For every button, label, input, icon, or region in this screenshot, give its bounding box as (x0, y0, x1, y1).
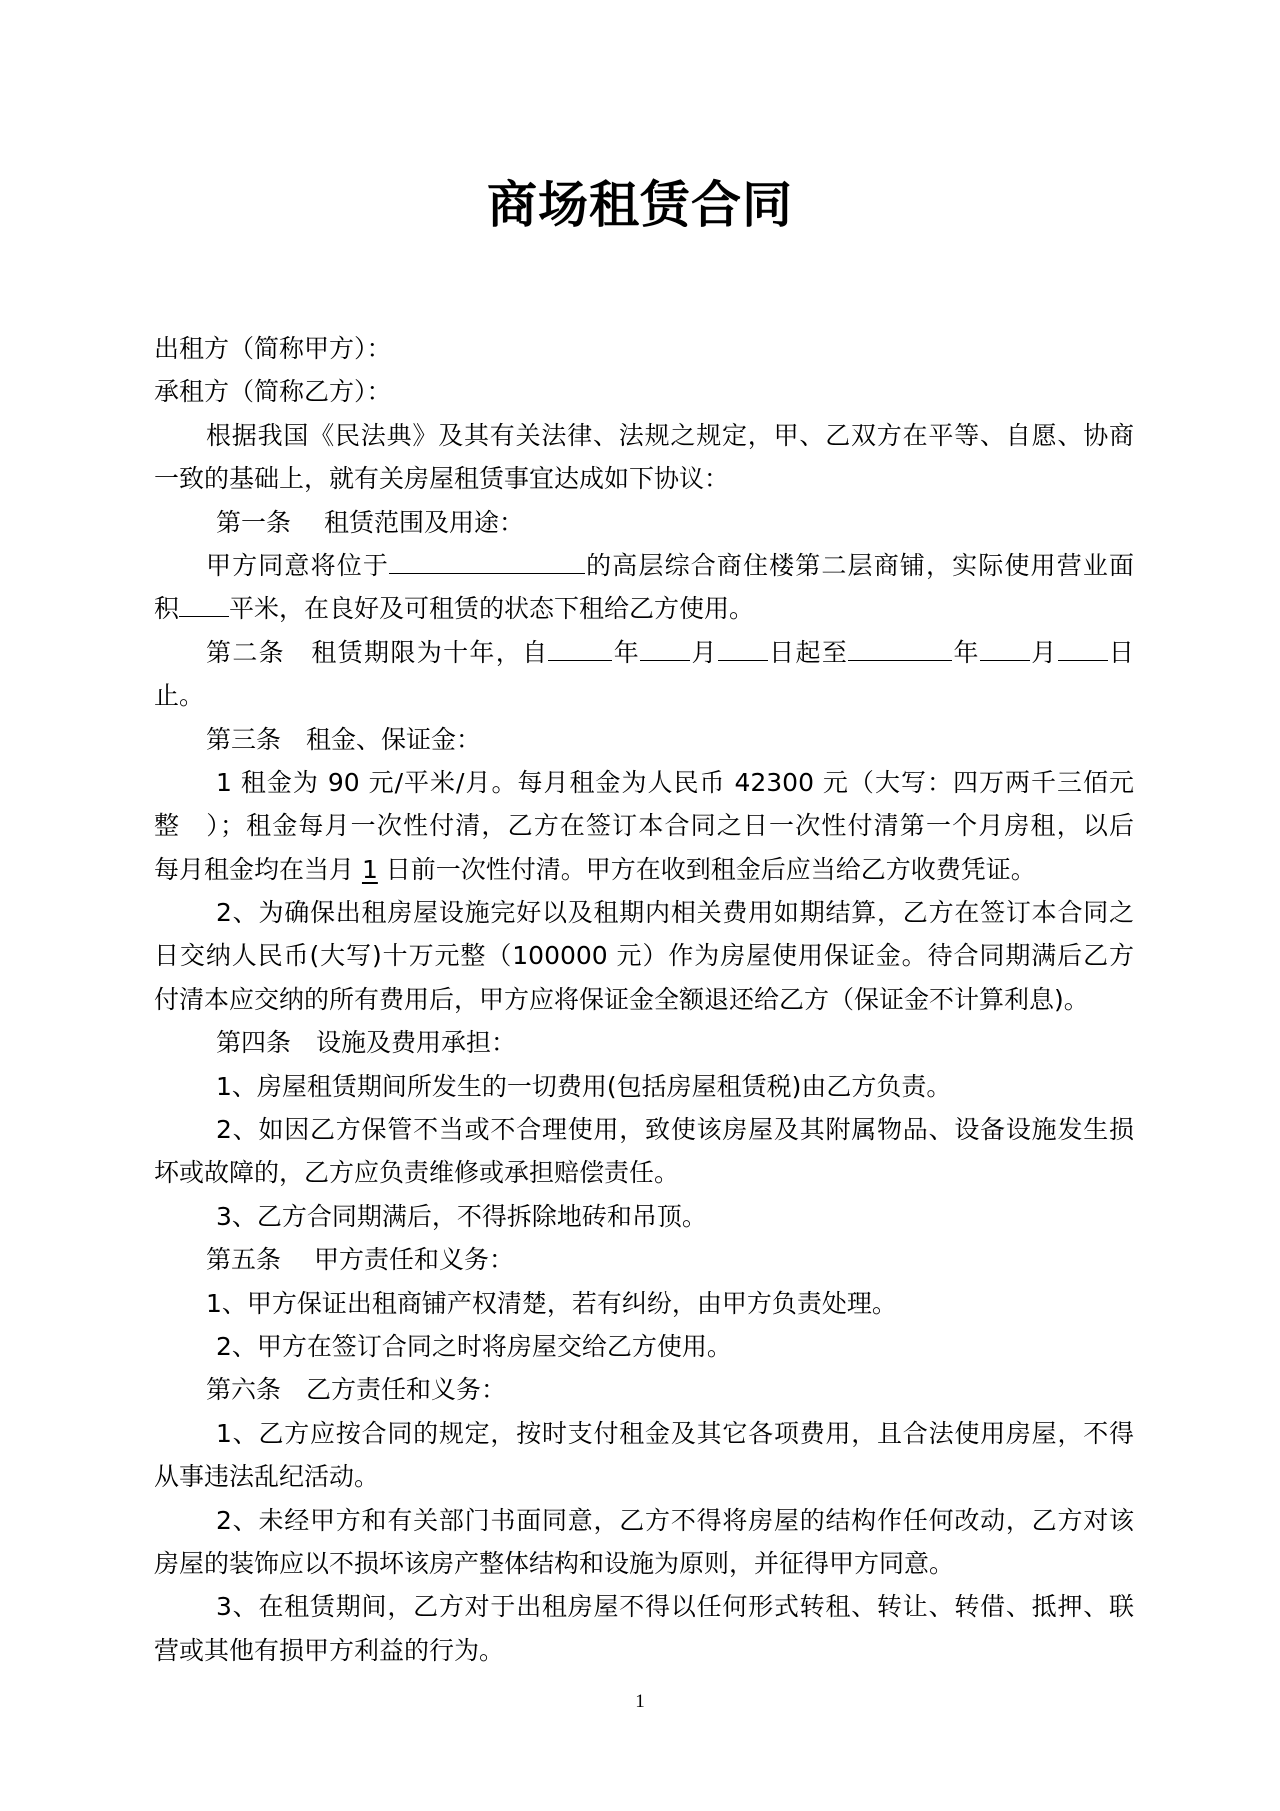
article-3-item-2-line-1: 2、为确保出租房屋设施完好以及租期内相关费用如期结算，乙方在签订本合同之 (216, 898, 1134, 928)
article-3-heading: 第三条 租金、保证金： (206, 724, 482, 754)
article-4-heading: 第四条 设施及费用承担： (216, 1028, 517, 1058)
end-month-blank (980, 634, 1030, 661)
article-5-heading: 第五条 甲方责任和义务： (206, 1245, 514, 1275)
end-day-blank (1058, 634, 1108, 661)
article-3-item-2-line-3: 付清本应交纳的所有费用后，甲方应将保证金全额退还给乙方（保证金不计算利息)。 (154, 984, 1089, 1014)
lessee-label: 承租方（简称乙方）： (154, 377, 392, 407)
article-1-line-1: 甲方同意将位于 的高层综合商住楼第二层商铺，实际使用营业面 (154, 544, 1134, 587)
start-year-blank (548, 634, 612, 661)
article-4-item-2-line-1: 2、如因乙方保管不当或不合理使用，致使该房屋及其附属物品、设备设施发生损 (216, 1115, 1134, 1145)
article-4-item-1: 1、房屋租赁期间所发生的一切费用(包括房屋租赁税)由乙方负责。 (216, 1071, 952, 1101)
preamble-line-2: 一致的基础上，就有关房屋租赁事宜达成如下协议： (154, 464, 730, 494)
preamble-line-1: 根据我国《民法典》及其有关法律、法规之规定，甲、乙双方在平等、自愿、协商 (206, 420, 1134, 450)
article-6-item-2-line-1: 2、未经甲方和有关部门书面同意，乙方不得将房屋的结构作任何改动，乙方对该 (216, 1505, 1134, 1535)
article-4-item-3: 3、乙方合同期满后，不得拆除地砖和吊顶。 (216, 1201, 707, 1231)
article-6-item-3-line-1: 3、在租赁期间，乙方对于出租房屋不得以任何形式转租、转让、转借、抵押、联 (216, 1592, 1134, 1622)
document-title: 商场租赁合同 (487, 176, 793, 234)
page-number: 1 (635, 1691, 645, 1712)
article-2-line-2: 止。 (154, 681, 205, 711)
start-day-blank (718, 634, 768, 661)
article-1-heading: 第一条 租赁范围及用途： (216, 507, 524, 537)
contract-body (154, 327, 1134, 1672)
article-5-item-1: 1、甲方保证出租商铺产权清楚，若有纠纷，由甲方负责处理。 (206, 1288, 897, 1318)
location-blank (389, 547, 585, 574)
article-5-item-2: 2、甲方在签订合同之时将房屋交给乙方使用。 (216, 1331, 732, 1361)
article-6-heading: 第六条 乙方责任和义务： (206, 1375, 507, 1405)
article-6-item-1-line-1: 1、乙方应按合同的规定，按时支付租金及其它各项费用，且合法使用房屋，不得 (216, 1418, 1134, 1448)
lessor-label: 出租方（简称甲方）： (154, 334, 392, 363)
end-year-blank (848, 634, 952, 661)
article-4-item-2-line-2: 坏或故障的，乙方应负责维修或承担赔偿责任。 (154, 1158, 680, 1188)
article-1-line-2: 积 平米，在良好及可租赁的状态下租给乙方使用。 (154, 587, 1134, 630)
article-3-item-2-line-2: 日交纳人民币(大写)十万元整（100000 元）作为房屋使用保证金。待合同期满后乙方 (154, 941, 1134, 971)
article-6-item-1-line-2: 从事违法乱纪活动。 (154, 1462, 380, 1492)
area-blank (179, 590, 229, 617)
article-6-item-3-line-2: 营或其他有损甲方利益的行为。 (154, 1635, 505, 1665)
article-2-line-1: 第二条 租赁期限为十年，自 年 月 日起至 年 月 日 (154, 631, 1134, 674)
rent-due-day: 1 (361, 854, 378, 884)
article-6-item-2-line-2: 房屋的装饰应以不损坏该房产整体结构和设施为原则，并征得甲方同意。 (154, 1548, 955, 1578)
article-3-item-1-line-3: 每月租金均在当月 1 日前一次性付清。甲方在收到租金后应当给乙方收费凭证。 (154, 854, 1036, 884)
article-3-item-1-line-2: 整 ）；租金每月一次性付清，乙方在签订本合同之日一次性付清第一个月房租，以后 (154, 811, 1134, 841)
start-month-blank (640, 634, 690, 661)
article-3-item-1-line-1: 1 租金为 90 元/平米/月。每月租金为人民币 42300 元（大写：四万两千三佰元 (216, 767, 1134, 797)
